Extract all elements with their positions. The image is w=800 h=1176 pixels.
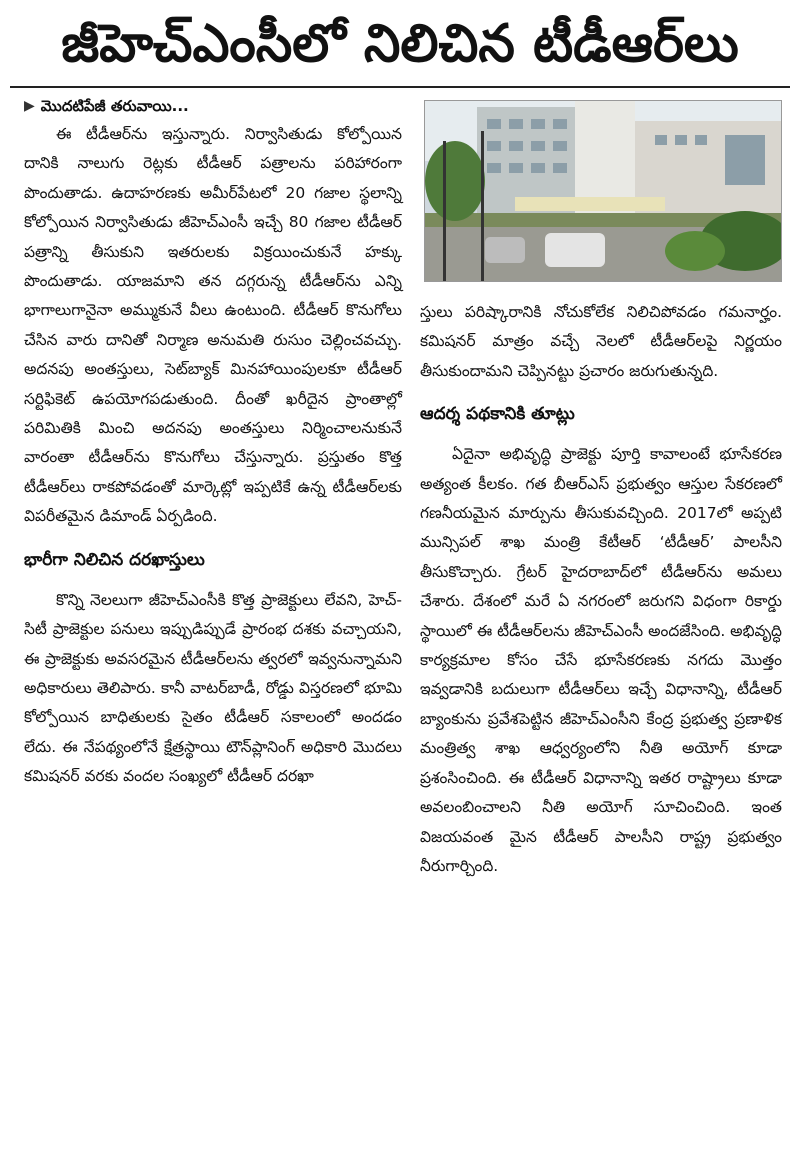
headline: జీహెచ్ఎంసీలో నిలిచిన టీడీఆర్‌లు	[61, 14, 739, 74]
left-paragraph-1: ఈ టీడీఆర్‌ను ఇస్తున్నారు. నిర్వాసితుడు కోల్పోయిన దానికి నాలుగు రెట్లకు టీడీఆర్ పత్రాలను పరిహారంగా పొందుతాడు. ఉదాహరణకు అమీర్‌పేటలో 20 గజాల స్థలాన్ని కోల్పోయిన నిర్వాసితుడు జీహెచ్ఎంసీ ఇచ్చే 80 గజాల టీడీఆర్ పత్రాన్ని తీసుకుని ఇతరులకు విక్రయించుకునే హక్కు పొందుతాడు. యాజమాని తన దగ్గరున్న టీడీఆర్‌ను ఎన్ని భాగాలుగానైనా అమ్ముకునే వీలు ఉంటుంది. టీడీఆర్ కొనుగోలు చేసిన వారు దానితో నిర్మాణ అనుమతి రుసుం చెల్లించవచ్చు. అదనపు అంతస్తులు, సెట్‌బ్యాక్ మినహాయింపులకూ టీడీఆర్ సర్టిఫికెట్ ఉపయోగపడుతుంది. దీంతో ఖరీదైన ప్రాంతాల్లో పరిమితికి మించి అదనపు అంతస్తులు నిర్మించాలనుకునే వారంతా టీడీఆర్‌ను కొనుగోలు చేస్తున్నారు. ప్రస్తుతం కొత్త టీడీఆర్‌లు రాకపోవడంతో మార్కెట్లో ఇప్పటికే ఉన్న టీడీఆర్‌లకు విపరీతమైన డిమాండ్ ఏర్పడింది.	[24, 125, 402, 526]
continued-label: మొదటిపేజీ తరువాయి...	[40, 97, 189, 115]
continued-line	[24, 96, 402, 116]
subhead-right: ఆదర్శ పథకానికి తూట్లు	[420, 404, 575, 425]
left-paragraph-2: కొన్ని నెలలుగా జీహెచ్ఎంసీకి కొత్త ప్రాజెక్టులు లేవని, హెచ్-సిటీ ప్రాజెక్టుల పనులు ఇప్పుడిప్పుడే ప్రారంభ దశకు వచ్చాయని, ఈ ప్రాజెక్టుకు అవసరమైన టీడీఆర్‌లను త్వరలో ఇవ్వనున్నామని అధికారులు తెలిపారు. కానీ వాటర్‌బాడీ, రోడ్డు విస్తరణలో భూమి కోల్పోయిన బాధితులకు సైతం టీడీఆర్ సకాలంలో అందడం లేదు. ఈ నేపథ్యంలోనే క్షేత్రస్థాయి టౌన్‌ప్లానింగ్ అధికారి మొదలు కమిషనర్ వరకు వందల సంఖ్యలో టీడీఆర్ దరఖా	[24, 590, 402, 786]
chevron-right-icon: ▶	[24, 98, 35, 114]
left-column	[24, 96, 402, 792]
news-photo	[424, 100, 782, 282]
headline-rule	[10, 86, 790, 88]
building-photo-icon	[425, 101, 781, 281]
right-column	[420, 298, 782, 881]
right-paragraph-2: ఏదైనా అభివృద్ధి ప్రాజెక్టు పూర్తి కావాలంటే భూసేకరణ అత్యంత కీలకం. గత బీఆర్ఎస్ ప్రభుత్వం ఆస్తుల సేకరణలో గణనీయమైన మార్పును తీసుకువచ్చింది. 2017లో అప్పటి మున్సిపల్ శాఖ మంత్రి కేటీఆర్ ‘టీడీఆర్’ పాలసీని తీసుకొచ్చారు. గ్రేటర్ హైదరాబాద్‌లో టీడీఆర్‌ను అమలు చేశారు. దేశంలో మరే ఏ నగరంలో జరుగని విధంగా రికార్డు స్థాయిలో ఈ టీడీఆర్‌లను జీహెచ్ఎంసీ అందజేసింది. అభివృద్ధి కార్యక్రమాల కోసం చేసే భూసేకరణకు నగదు మొత్తం ఇవ్వడానికి బదులుగా టీడీఆర్‌లు ఇచ్చే విధానాన్ని, టీడీఆర్ బ్యాంకును ప్రవేశపెట్టిన జీహెచ్ఎంసీని కేంద్ర ప్రభుత్వ ప్రణాళిక మంత్రిత్వ శాఖ ఆధ్వర్యంలోని నీతి అయోగ్ కూడా ప్రశంసించింది. ఈ టీడీఆర్ విధానాన్ని ఇతర రాష్ట్రాలు కూడా అవలంబించాలని నీతి అయోగ్ సూచించింది. ఇంత విజయవంత మైన టీడీఆర్ పాలసీని రాష్ట్ర ప్రభుత్వం నీరుగార్చింది.	[420, 445, 782, 875]
right-paragraph-1: స్తులు పరిష్కారానికి నోచుకోలేక నిలిచిపోవడం గమనార్హం. కమిషనర్ మాత్రం వచ్చే నెలలో టీడీఆర్‌లపై నిర్ణయం తీసుకుందామని చెప్పినట్టు ప్రచారం జరుగుతున్నది.	[420, 303, 782, 380]
subhead-left: భారీగా నిలిచిన దరఖాస్తులు	[24, 549, 205, 570]
